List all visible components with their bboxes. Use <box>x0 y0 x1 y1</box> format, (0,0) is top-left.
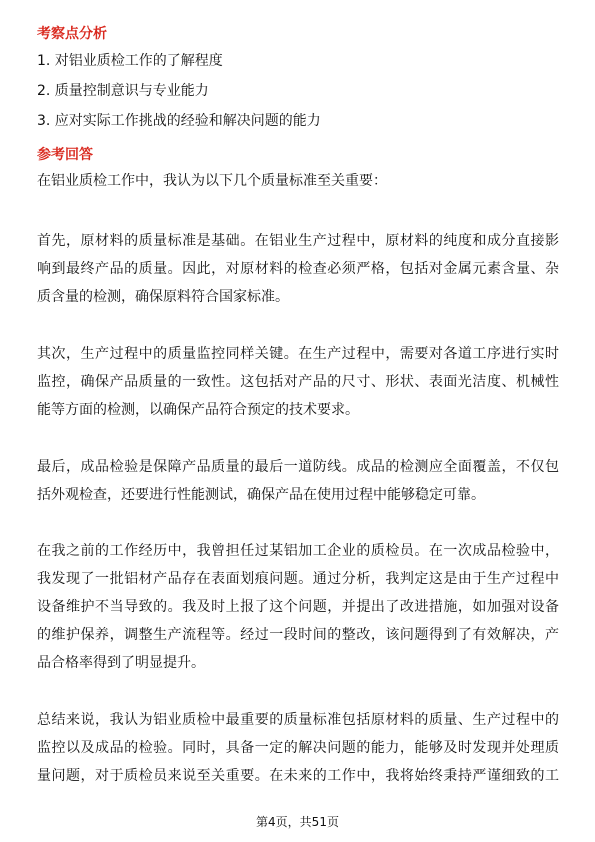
paragraph-line: 监控，确保产品质量的一致性。这包括对产品的尺寸、形状、表面光洁度、机械性 <box>37 374 559 390</box>
paragraph-line: 品合格率得到了明显提升。 <box>37 655 205 671</box>
paragraph-line: 其次，生产过程中的质量监控同样关键。在生产过程中，需要对各道工序进行实时 <box>37 346 559 362</box>
paragraph-line: 在铝业质检工作中，我认为以下几个质量标准至关重要： <box>37 173 387 189</box>
paragraph-line: 能等方面的检测，以确保产品符合预定的技术要求。 <box>37 402 359 418</box>
answer-heading: 参考回答 <box>37 147 93 163</box>
answer-paragraph-summary <box>37 706 559 790</box>
answer-paragraph-experience <box>37 537 559 677</box>
analysis-item-2: 2. 质量控制意识与专业能力 <box>37 83 209 99</box>
paragraph-line: 量问题，对于质检员来说至关重要。在未来的工作中，我将始终秉持严谨细致的工 <box>37 768 559 784</box>
analysis-item-1: 1. 对铝业质检工作的了解程度 <box>37 53 223 69</box>
answer-paragraph-intro <box>37 167 559 195</box>
paragraph-line: 最后，成品检验是保障产品质量的最后一道防线。成品的检测应全面覆盖，不仅包 <box>37 459 559 475</box>
analysis-item-3: 3. 应对实际工作挑战的经验和解决问题的能力 <box>37 113 321 129</box>
paragraph-line: 括外观检查，还要进行性能测试，确保产品在使用过程中能够稳定可靠。 <box>37 487 485 503</box>
analysis-heading: 考察点分析 <box>37 26 107 42</box>
paragraph-line: 的维护保养，调整生产流程等。经过一段时间的整改，该问题得到了有效解决，产 <box>37 627 559 643</box>
answer-paragraph-final-inspection <box>37 453 559 509</box>
paragraph-line: 在我之前的工作经历中，我曾担任过某铝加工企业的质检员。在一次成品检验中， <box>37 543 559 559</box>
paragraph-line: 设备维护不当导致的。我及时上报了这个问题，并提出了改进措施，如加强对设备 <box>37 599 559 615</box>
paragraph-line: 首先，原材料的质量标准是基础。在铝业生产过程中，原材料的纯度和成分直接影 <box>37 233 559 249</box>
page-number: 第4页，共51页 <box>256 815 339 829</box>
answer-paragraph-process-monitoring <box>37 340 559 424</box>
paragraph-line: 监控以及成品的检验。同时，具备一定的解决问题的能力，能够及时发现并处理质 <box>37 740 559 756</box>
paragraph-line: 质含量的检测，确保原料符合国家标准。 <box>37 289 289 305</box>
paragraph-line: 总结来说，我认为铝业质检中最重要的质量标准包括原材料的质量、生产过程中的 <box>37 712 559 728</box>
answer-paragraph-raw-materials <box>37 227 559 311</box>
paragraph-line: 我发现了一批铝材产品存在表面划痕问题。通过分析，我判定这是由于生产过程中 <box>37 571 559 587</box>
paragraph-line: 响到最终产品的质量。因此，对原材料的检查必须严格，包括对金属元素含量、杂 <box>37 261 559 277</box>
